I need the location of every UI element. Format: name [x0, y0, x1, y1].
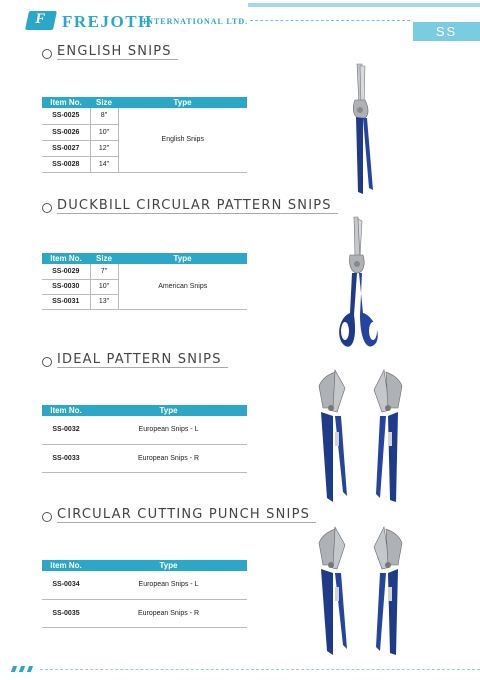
table-row [42, 599, 247, 627]
english-snips-image [335, 62, 395, 200]
table-header-row [42, 253, 247, 264]
brand-subtitle: INTERNATIONAL LTD. [143, 17, 249, 26]
section-title-circular-punch-snips [42, 507, 316, 523]
footer-slash-icon [19, 666, 25, 672]
bullet-ring-icon [42, 512, 52, 522]
footer-dashed-rule [40, 669, 480, 670]
cell-item: SS-0032 [42, 416, 90, 444]
table-header-row [42, 97, 247, 108]
cell-size: 10" [90, 279, 118, 294]
footer-slash-icon [11, 666, 17, 672]
col-type: Type [118, 97, 247, 108]
cell-size: 13" [90, 294, 118, 309]
cell-item: SS-0030 [42, 279, 90, 294]
table-row [42, 108, 247, 124]
table-row [42, 444, 247, 472]
col-type: Type [90, 405, 247, 416]
footer-slash-icon [27, 666, 33, 672]
cell-size: 7" [90, 264, 118, 279]
punch-snips-right-image [358, 525, 418, 660]
cell-item: SS-0035 [42, 599, 90, 627]
cell-type: European Snips - L [90, 571, 247, 599]
table-circular-punch-snips [42, 560, 247, 628]
cell-size: 12" [90, 140, 118, 156]
section-title-text: IDEAL PATTERN SNIPS [57, 352, 228, 368]
cell-item: SS-0027 [42, 140, 90, 156]
logo-letter: F [35, 11, 46, 27]
cell-type: English Snips [118, 108, 247, 172]
col-item-no: Item No. [42, 253, 90, 264]
cell-size: 8" [90, 108, 118, 124]
table-row [42, 264, 247, 279]
cell-item: SS-0025 [42, 108, 90, 124]
col-type: Type [90, 560, 247, 571]
table-english-snips [42, 97, 247, 173]
section-title-text: DUCKBILL CIRCULAR PATTERN SNIPS [57, 198, 338, 214]
cell-item: SS-0034 [42, 571, 90, 599]
table-header-row [42, 405, 247, 416]
table-row [42, 571, 247, 599]
cell-size: 14" [90, 156, 118, 172]
table-header-row [42, 560, 247, 571]
col-size: Size [90, 97, 118, 108]
col-type: Type [118, 253, 247, 264]
section-title-english-snips [42, 44, 178, 60]
table-duckbill-snips [42, 253, 247, 310]
col-size: Size [90, 253, 118, 264]
bullet-ring-icon [42, 357, 52, 367]
col-item-no: Item No. [42, 97, 90, 108]
section-title-ideal-pattern-snips [42, 352, 228, 368]
cell-size: 10" [90, 124, 118, 140]
cell-type: European Snips - R [90, 444, 247, 472]
footer-decoration [0, 666, 480, 672]
cell-item: SS-0031 [42, 294, 90, 309]
cell-item: SS-0026 [42, 124, 90, 140]
ideal-snips-right-image [358, 368, 418, 508]
cell-type: European Snips - L [90, 416, 247, 444]
ideal-snips-left-image [305, 368, 365, 508]
section-title-duckbill-snips [42, 198, 338, 214]
header-dashed-rule [250, 20, 410, 21]
table-ideal-pattern-snips [42, 405, 247, 473]
cell-item: SS-0028 [42, 156, 90, 172]
cell-type: American Snips [118, 264, 247, 309]
section-title-text: CIRCULAR CUTTING PUNCH SNIPS [57, 507, 316, 523]
section-code-tab: SS [413, 22, 480, 41]
punch-snips-left-image [305, 525, 365, 660]
section-title-text: ENGLISH SNIPS [57, 44, 178, 60]
bullet-ring-icon [42, 49, 52, 59]
cell-item: SS-0029 [42, 264, 90, 279]
duckbill-snips-image [330, 215, 390, 355]
col-item-no: Item No. [42, 405, 90, 416]
col-item-no: Item No. [42, 560, 90, 571]
table-row [42, 416, 247, 444]
brand-name: FREJOTH [62, 12, 153, 31]
cell-type: European Snips - R [90, 599, 247, 627]
cell-item: SS-0033 [42, 444, 90, 472]
bullet-ring-icon [42, 203, 52, 213]
brand-logo [25, 11, 57, 30]
header-top-rule [248, 3, 480, 7]
